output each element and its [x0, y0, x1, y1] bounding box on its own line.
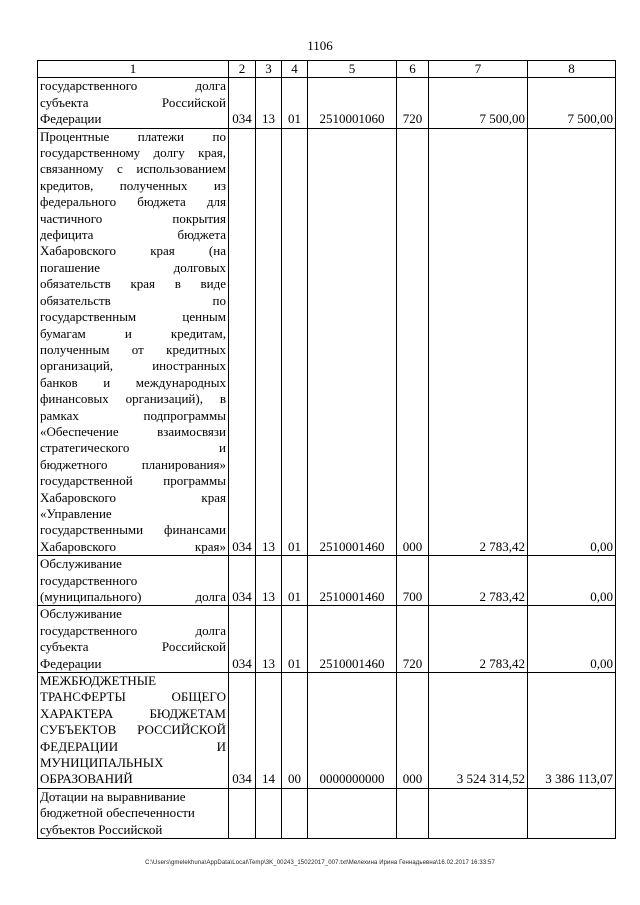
admin-code: 034	[229, 606, 256, 673]
column-header: 1	[38, 61, 229, 78]
amount-actual	[528, 788, 616, 838]
description-line: частичного покрытия	[40, 210, 226, 226]
target-article-code: 2510001460	[308, 128, 397, 556]
description-line: государственными финансами	[40, 522, 226, 538]
table-row	[38, 78, 616, 128]
description-line: бюджетной обеспеченности	[40, 805, 195, 821]
table-row	[38, 556, 616, 606]
description-line: связанному с использованием	[40, 161, 226, 177]
description-line: обязательств края в виде	[40, 276, 226, 292]
description-line: государственного	[40, 572, 138, 588]
row-description	[38, 556, 229, 606]
amount-actual: 0,00	[528, 606, 616, 673]
file-path-footer: C:\Users\gmelekhuna\AppData\Local\Temp\3K_00243_15022017_007.txt\Мелехина Ирина Геннадьевна\16.02.2017 16:33:57	[145, 860, 495, 866]
row-description	[38, 788, 229, 838]
column-header: 5	[308, 61, 397, 78]
description-line: стратегического и	[40, 440, 226, 456]
description-line: (муниципального) долга	[40, 589, 226, 604]
description-line: МЕЖБЮДЖЕТНЫЕ	[40, 673, 157, 689]
description-line: субъекта Российской	[40, 94, 226, 110]
description-line: банков и международных	[40, 374, 226, 390]
expense-type-code: 000	[397, 128, 429, 556]
table-row	[38, 128, 616, 556]
row-description	[38, 78, 229, 128]
amount-plan: 2 783,42	[429, 556, 528, 606]
description-line: бюджетного планирования»	[40, 456, 226, 472]
section-code: 13	[256, 606, 282, 673]
column-header: 3	[256, 61, 282, 78]
subsection-code: 01	[282, 606, 308, 673]
table-row	[38, 606, 616, 673]
description-line: кредитов, полученных из	[40, 177, 226, 193]
description-line: обязательств по	[40, 292, 226, 308]
description-line: Федерации	[40, 111, 102, 127]
expense-type-code: 720	[397, 78, 429, 128]
subsection-code: 01	[282, 128, 308, 556]
amount-actual: 7 500,00	[528, 78, 616, 128]
description-line: организаций, иностранных	[40, 358, 226, 374]
subsection-code	[282, 788, 308, 838]
description-line: МУНИЦИПАЛЬНЫХ	[40, 755, 164, 771]
description-line: Процентные платежи по	[40, 128, 226, 144]
description-line: Федерации	[40, 655, 102, 671]
table-row	[38, 788, 616, 838]
row-description	[38, 673, 229, 789]
column-header: 8	[528, 61, 616, 78]
description-line: Хабаровского края (на	[40, 243, 226, 259]
description-line: погашение долговых	[40, 259, 226, 275]
subsection-code: 01	[282, 78, 308, 128]
description-line: Дотации на выравнивание	[40, 788, 186, 804]
admin-code: 034	[229, 128, 256, 556]
table-row	[38, 673, 616, 789]
column-header: 6	[397, 61, 429, 78]
description-line: федерального бюджета для	[40, 194, 226, 210]
description-line: полученным от кредитных	[40, 341, 226, 357]
description-line: Хабаровского края	[40, 489, 226, 505]
row-description	[38, 128, 229, 556]
target-article-code: 2510001060	[308, 78, 397, 128]
expense-type-code: 700	[397, 556, 429, 606]
admin-code: 034	[229, 556, 256, 606]
expense-type-code: 000	[397, 673, 429, 789]
amount-actual: 0,00	[528, 128, 616, 556]
section-code: 13	[256, 556, 282, 606]
description-line: бумагам и кредитам,	[40, 325, 226, 341]
section-code: 13	[256, 128, 282, 556]
description-line: государственному долгу края,	[40, 145, 226, 161]
admin-code: 034	[229, 78, 256, 128]
subsection-code: 01	[282, 556, 308, 606]
description-line: субъекта Российской	[40, 639, 226, 655]
description-line: ТРАНСФЕРТЫ ОБЩЕГО	[40, 689, 226, 705]
description-line: ОБРАЗОВАНИЙ	[40, 771, 133, 787]
description-line: Обслуживание	[40, 556, 122, 572]
amount-plan: 2 783,42	[429, 128, 528, 556]
description-line: ФЕДЕРАЦИИ И	[40, 738, 226, 754]
column-header: 4	[282, 61, 308, 78]
description-line: государственной программы	[40, 473, 226, 489]
description-line: государственного долга	[40, 622, 226, 638]
expense-type-code	[397, 788, 429, 838]
description-line: «Обеспечение взаимосвязи	[40, 423, 226, 439]
amount-actual: 0,00	[528, 556, 616, 606]
description-line: «Управление	[40, 505, 112, 521]
section-code: 13	[256, 78, 282, 128]
description-line: субъектов Российской	[40, 821, 163, 837]
amount-actual: 3 386 113,07	[528, 673, 616, 789]
description-line: дефицита бюджета	[40, 227, 226, 243]
amount-plan: 3 524 314,52	[429, 673, 528, 789]
row-description	[38, 606, 229, 673]
target-article-code: 2510001460	[308, 606, 397, 673]
amount-plan: 7 500,00	[429, 78, 528, 128]
section-code	[256, 788, 282, 838]
section-code: 14	[256, 673, 282, 789]
description-line: Хабаровского края»	[40, 538, 226, 554]
subsection-code: 00	[282, 673, 308, 789]
page-number: 1106	[307, 38, 333, 53]
description-line: рамках подпрограммы	[40, 407, 226, 423]
description-line: государственного долга	[40, 78, 226, 94]
description-line: ХАРАКТЕРА БЮДЖЕТАМ	[40, 705, 226, 721]
budget-table	[37, 60, 616, 839]
column-header: 2	[229, 61, 256, 78]
admin-code: 034	[229, 673, 256, 789]
amount-plan: 2 783,42	[429, 606, 528, 673]
expense-type-code: 720	[397, 606, 429, 673]
description-line: государственным ценным	[40, 309, 226, 325]
column-header: 7	[429, 61, 528, 78]
description-line: Обслуживание	[40, 606, 122, 622]
column-header-row	[38, 61, 616, 78]
amount-plan	[429, 788, 528, 838]
target-article-code: 2510001460	[308, 556, 397, 606]
description-line: финансовых организаций), в	[40, 391, 226, 407]
description-line: СУБЪЕКТОВ РОССИЙСКОЙ	[40, 722, 226, 738]
target-article-code: 0000000000	[308, 673, 397, 789]
target-article-code	[308, 788, 397, 838]
admin-code	[229, 788, 256, 838]
